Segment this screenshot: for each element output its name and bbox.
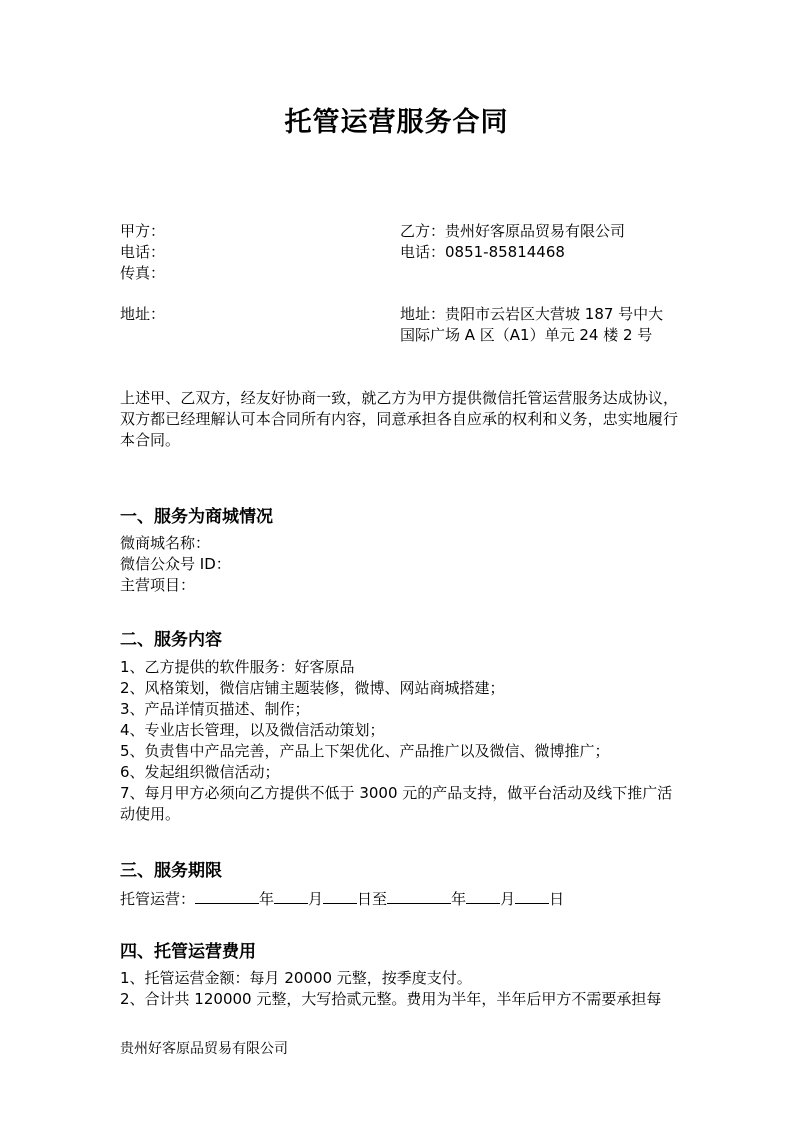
list-item: 6、发起组织微信活动；: [120, 763, 280, 781]
party-b-name: 乙方：贵州好客原品贸易有限公司: [400, 222, 626, 240]
list-item: 7、每月甲方必须向乙方提供不低于 3000 元的产品支持，做平台活动及线下推广活动使用。: [120, 784, 673, 823]
day-to-label: 日至: [357, 890, 388, 908]
section2-heading: 二、服务内容: [120, 630, 222, 650]
list-item: 1、乙方提供的软件服务：好客原品: [120, 658, 355, 676]
service-period-label: 托管运营：: [120, 890, 196, 908]
service-period-line: [120, 887, 564, 910]
list-item: 微信公众号 ID：: [120, 555, 231, 573]
party-b-address-line1: 地址：贵阳市云岩区大营坡 187 号中大: [400, 305, 664, 323]
start-day-blank: [323, 887, 357, 904]
start-year-blank: [195, 887, 259, 904]
start-month-blank: [274, 887, 308, 904]
day-label: 日: [549, 890, 565, 908]
party-a-address-label: 地址：: [120, 305, 166, 323]
month-label: 月: [308, 890, 324, 908]
section1-list: [120, 533, 680, 596]
party-b-phone: 电话：0851-85814468: [400, 243, 565, 261]
page-footer: 贵州好客原品贸易有限公司: [120, 1041, 288, 1057]
intro-paragraph: 上述甲、乙双方，经友好协商一致，就乙方为甲方提供微信托管运营服务达成协议，双方都已经理解认可本合同所有内容，同意承担各自应承的权利和义务，忠实地履行本合同。: [120, 389, 678, 449]
party-a-phone-label: 电话：: [120, 243, 166, 261]
list-item: 主营项目：: [120, 576, 196, 594]
document-title: 托管运营服务合同: [284, 107, 509, 138]
month-label: 月: [500, 890, 516, 908]
list-item: 5、负责售中产品完善，产品上下架优化、产品推广以及微信、微博推广；: [120, 742, 610, 760]
end-year-blank: [387, 887, 451, 904]
list-item: 4、专业店长管理，以及微信活动策划；: [120, 721, 385, 739]
section1-heading: 一、服务为商城情况: [120, 507, 273, 527]
year-label: 年: [259, 890, 275, 908]
section4-heading: 四、托管运营费用: [120, 942, 256, 962]
party-a-name-label: 甲方：: [120, 222, 166, 240]
party-a-fax-label: 传真：: [120, 264, 166, 282]
section2-list: [120, 657, 680, 825]
section3-heading: 三、服务期限: [120, 861, 222, 881]
end-month-blank: [466, 887, 500, 904]
end-day-blank: [515, 887, 549, 904]
list-item: 微商城名称：: [120, 534, 211, 552]
year-label: 年: [451, 890, 467, 908]
list-item: 3、产品详情页描述、制作；: [120, 700, 310, 718]
list-item: 2、合计共 120000 元整，大写拾贰元整。费用为半年，半年后甲方不需要承担每: [120, 990, 662, 1008]
list-item: 2、风格策划，微信店铺主题装修，微博、网站商城搭建；: [120, 679, 505, 697]
section4-list: [120, 968, 680, 1010]
party-b-address-line2: 国际广场 A 区（A1）单元 24 楼 2 号: [400, 326, 653, 344]
list-item: 1、托管运营金额：每月 20000 元整，按季度支付。: [120, 969, 472, 987]
